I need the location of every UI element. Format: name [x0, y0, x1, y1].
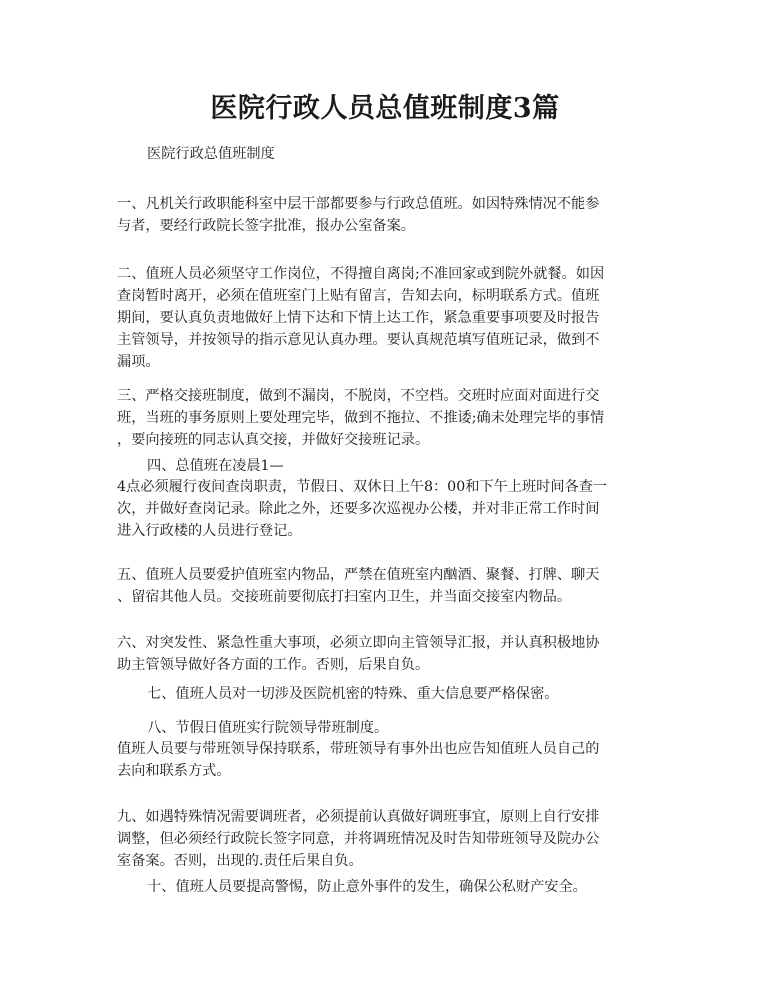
paragraph-8-heading: 八、节假日值班实行院领导带班制度。 — [147, 720, 389, 736]
paragraph-4-body: 4点必须履行夜间查岗职责，节假日、双休日上午8：00和下午上班时间各查一 次，并做好查岗记录。除此之外，还要多次巡视办公楼，并对非正常工作时间 进入行政楼的人员进行登记。 — [117, 479, 608, 539]
paragraph-1: 一、凡机关行政职能科室中层干部都要参与行政总值班。如因特殊情况不能参 与者，要经行政院长签字批准，报办公室备案。 — [117, 196, 600, 234]
paragraph-9: 九、如遇特殊情况需要调班者，必须提前认真做好调班事宜，原则上自行安排 调整，但必须经行政院长签字同意，并将调班情况及时告知带班领导及院办公 室备案。否则，出现的.责任后果自负。 — [117, 809, 600, 869]
paragraph-6: 六、对突发性、紧急性重大事项，必须立即向主管领导汇报，并认真积极地协 助主管领导做好各方面的工作。否则，后果自负。 — [117, 635, 600, 673]
paragraph-3: 三、严格交接班制度，做到不漏岗，不脱岗，不空档。交班时应面对面进行交 班，当班的事务原则上要处理完毕，做到不拖拉、不推诿;确未处理完毕的事情 ，要向接班的同志认真交接，并做好交接班记录。 — [117, 388, 605, 448]
paragraph-8-body: 值班人员要与带班领导保持联系，带班领导有事外出也应告知值班人员自己的 去向和联系方式。 — [117, 741, 600, 779]
document-title: 医院行政人员总值班制度3篇 — [210, 93, 560, 124]
paragraph-7: 七、值班人员对一切涉及医院机密的特殊、重大信息要严格保密。 — [147, 686, 559, 702]
paragraph-4-heading: 四、总值班在凌晨1— — [147, 458, 284, 474]
paragraph-5: 五、值班人员要爱护值班室内物品，严禁在值班室内酗酒、聚餐、打牌、聊天 、留宿其他人员。交接班前要彻底打扫室内卫生，并当面交接室内物品。 — [117, 567, 600, 605]
document-subtitle: 医院行政总值班制度 — [147, 146, 275, 162]
paragraph-10: 十、值班人员要提高警惕，防止意外事件的发生，确保公私财产安全。 — [147, 879, 587, 895]
paragraph-2: 二、值班人员必须坚守工作岗位，不得擅自离岗;不准回家或到院外就餐。如因 查岗暂时离开，必须在值班室门上贴有留言，告知去向，标明联系方式。值班 期间，要认真负责地做好上情下达和下情上达工作，紧急重要事项要及时报告 主管领导，并按领导的指示意见认真办理。要认真规范填写值班记录，做到不 漏项。 — [117, 266, 605, 370]
